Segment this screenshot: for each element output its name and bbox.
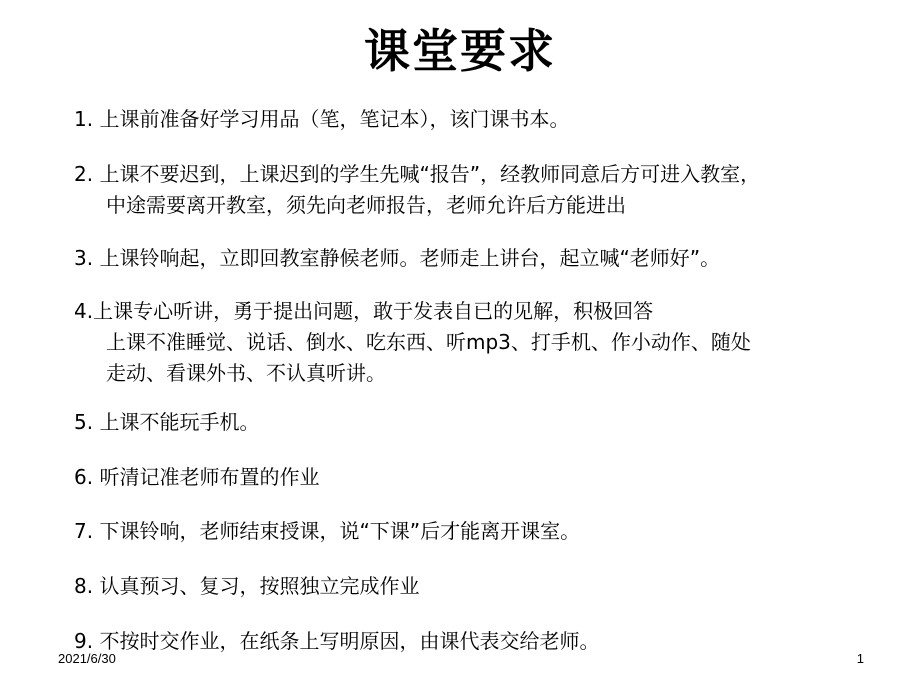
rule-item-7 [74, 516, 580, 547]
rule-line: 6. 听清记准老师布置的作业 [74, 465, 320, 489]
rule-line: 8. 认真预习、复习，按照独立完成作业 [74, 574, 420, 598]
rule-line: 走动、看课外书、不认真听讲。 [106, 361, 386, 385]
rule-line: 2. 上课不要迟到，上课迟到的学生先喊“报告”，经教师同意后方可进入教室， [74, 162, 761, 186]
footer-date: 2021/6/30 [58, 651, 116, 666]
rule-item-2 [74, 159, 760, 221]
rule-line: 5. 上课不能玩手机。 [74, 410, 260, 434]
rule-item-6 [74, 462, 319, 493]
page-number: 1 [856, 651, 864, 666]
rule-item-9 [74, 626, 599, 657]
slide-title: 课堂要求 [364, 24, 556, 78]
rule-line: 上课不准睡觉、说话、倒水、吃东西、听mp3、打手机、作小动作、随处 [106, 330, 751, 354]
rule-item-1 [74, 104, 569, 135]
rule-line: 1. 上课前准备好学习用品（笔，笔记本），该门课书本。 [74, 107, 570, 131]
rule-item-4 [74, 296, 751, 389]
rule-line: 中途需要离开教室，须先向老师报告，老师允许后方能进出 [106, 193, 626, 217]
rule-line: 4.上课专心听讲，勇于提出问题，敢于发表自已的见解，积极回答 [74, 299, 654, 323]
rule-item-5 [74, 407, 259, 438]
rule-item-3 [74, 243, 720, 274]
rule-line: 7. 下课铃响，老师结束授课，说“下课”后才能离开课室。 [74, 519, 581, 543]
rule-line: 3. 上课铃响起，立即回教室静候老师。老师走上讲台，起立喊“老师好”。 [74, 246, 721, 270]
rule-line: 9. 不按时交作业，在纸条上写明原因，由课代表交给老师。 [74, 629, 600, 653]
rule-item-8 [74, 571, 419, 602]
